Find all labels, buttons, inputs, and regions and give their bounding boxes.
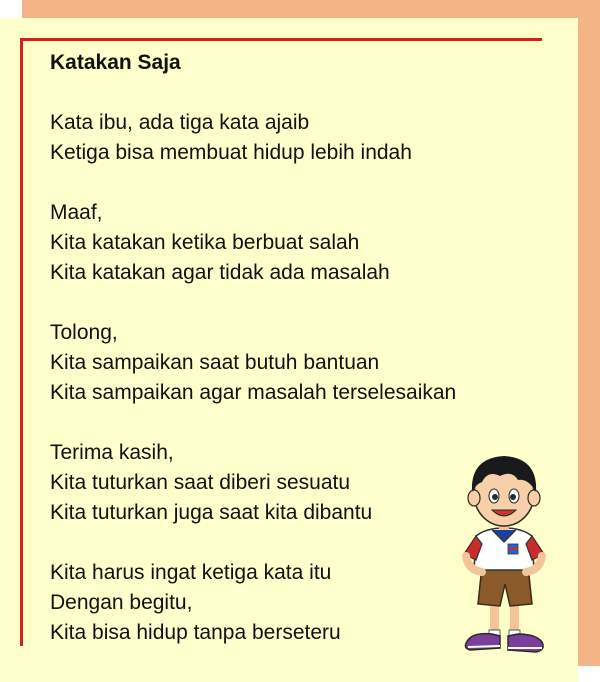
stanza-1 (50, 108, 520, 168)
poem-line: Kita katakan ketika berbuat salah (50, 231, 360, 254)
poem-line: Kita harus ingat ketiga kata itu (50, 561, 332, 584)
poem-line: Kita sampaikan saat butuh bantuan (50, 351, 380, 374)
poem-line: Kita katakan agar tidak ada masalah (50, 261, 390, 284)
poem-line: Terima kasih, (50, 441, 174, 464)
poem-line: Kita bisa hidup tanpa berseteru (50, 621, 341, 644)
stanza-2 (50, 198, 520, 288)
poem-line: Kita tuturkan saat diberi sesuatu (50, 471, 351, 494)
poem-line: Kata ibu, ada tiga kata ajaib (50, 111, 310, 134)
poem-line: Maaf, (50, 201, 103, 224)
poem-line: Kita tuturkan juga saat kita dibantu (50, 501, 373, 524)
poem-line: Dengan begitu, (50, 591, 193, 614)
red-top-rule (20, 38, 542, 41)
cartoon-boy-icon (448, 444, 558, 669)
poem-line: Ketiga bisa membuat hidup lebih indah (50, 141, 412, 164)
red-left-rule (20, 38, 23, 646)
poem-line: Kita sampaikan agar masalah terselesaikan (50, 381, 457, 404)
poem-title: Katakan Saja (50, 51, 181, 74)
stanza-3 (50, 318, 520, 408)
poem-line: Tolong, (50, 321, 118, 344)
